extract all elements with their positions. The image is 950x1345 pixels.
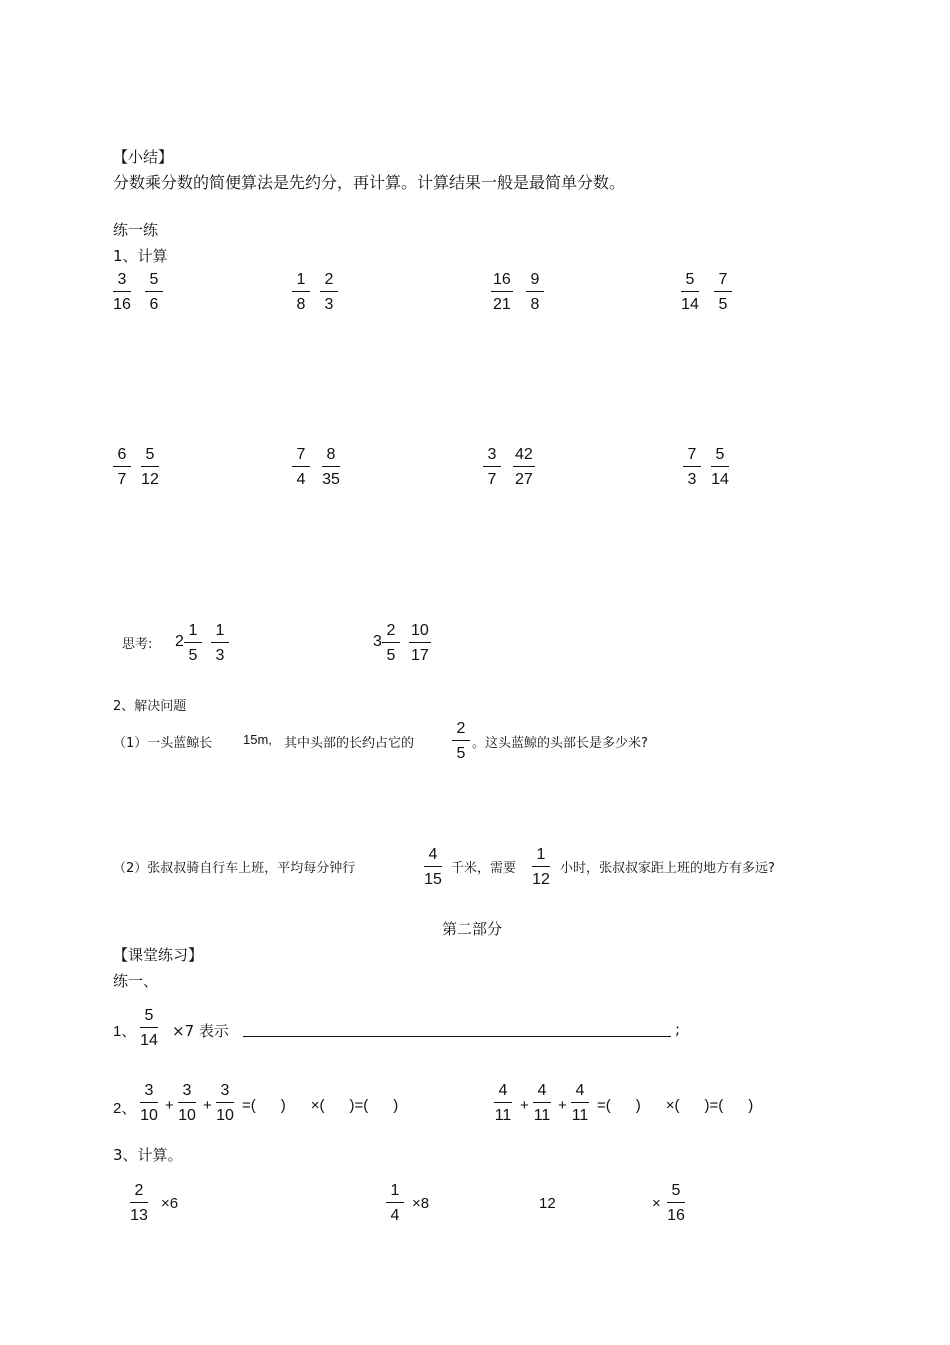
problem-2-prefix: （2）张叔叔骑自行车上班，平均每分钟行: [113, 861, 356, 876]
p2-q3-label: 3、计算。: [113, 1146, 183, 1164]
p2-q1-label: 1、: [113, 1023, 137, 1040]
fraction: $\frac{4}{11}$: [571, 1082, 589, 1124]
plus-sign: +: [165, 1097, 174, 1114]
fraction: $\frac{5}{12}$: [141, 446, 159, 488]
fraction: $\frac{10}{17}$: [411, 622, 429, 664]
summary-heading: 【小结】: [113, 148, 174, 166]
fraction: $\frac{3}{7}$: [483, 447, 501, 488]
problem-2-mid: 千米，需要: [451, 861, 517, 876]
question-1-title: 1、计算: [113, 247, 168, 265]
fraction: $\frac{4}{11}$: [533, 1082, 551, 1124]
fraction: $\frac{1}{3}$: [211, 623, 229, 664]
fraction: $\frac{3}{10}$: [178, 1082, 196, 1124]
fraction: $\frac{5}{14}$: [140, 1007, 158, 1049]
fraction: $\frac{2}{5}$: [382, 623, 400, 664]
fraction: $\frac{2}{5}$: [452, 721, 470, 762]
p2-q2-left-tail: =( ) ×( )=( ): [242, 1097, 399, 1114]
fraction: $\frac{5}{14}$: [711, 446, 729, 488]
mixed-whole: 3: [373, 633, 382, 650]
problem-1-length: 15m,: [243, 732, 272, 747]
fraction: $\frac{7}{5}$: [714, 272, 732, 313]
p2-q3-times: ×: [652, 1195, 661, 1212]
fraction: $\frac{4}{15}$: [424, 846, 442, 888]
p2-q3-rest: ×8: [412, 1195, 430, 1212]
practice-heading: 练一练: [113, 221, 159, 239]
plus-sign: +: [203, 1097, 212, 1114]
fraction: $\frac{1}{5}$: [184, 623, 202, 664]
fraction: $\frac{3}{10}$: [216, 1082, 234, 1124]
p2-q1-end: ;: [675, 1020, 681, 1038]
fraction: $\frac{5}{6}$: [145, 272, 163, 313]
problem-1-prefix: （1）一头蓝鲸长: [113, 736, 213, 751]
plus-sign: +: [558, 1097, 567, 1114]
fraction: $\frac{1}{8}$: [292, 272, 310, 313]
fraction: $\frac{6}{7}$: [113, 447, 131, 488]
fraction: $\frac{2}{13}$: [130, 1182, 148, 1224]
p2-q2-label: 2、: [113, 1100, 137, 1117]
class-practice-heading: 【课堂练习】: [113, 946, 204, 964]
fraction: $\frac{1}{12}$: [532, 846, 550, 888]
part-2-title: 第二部分: [442, 920, 503, 938]
fraction: $\frac{16}{21}$: [493, 271, 511, 313]
fraction: $\frac{9}{8}$: [526, 272, 544, 313]
practice-one-label: 练一、: [113, 972, 159, 990]
fraction: $\frac{4}{11}$: [494, 1082, 512, 1124]
p2-q1-rest: ×7 表示: [172, 1022, 229, 1040]
fraction: $\frac{7}{4}$: [292, 447, 310, 488]
think-label: 思考:: [122, 637, 153, 652]
fraction: $\frac{2}{3}$: [320, 272, 338, 313]
plus-sign: +: [520, 1097, 529, 1114]
fraction: $\frac{42}{27}$: [515, 446, 533, 488]
fraction: $\frac{8}{35}$: [322, 446, 340, 488]
question-2-title: 2、解决问题: [113, 699, 187, 714]
problem-2-suffix: 小时，张叔叔家距上班的地方有多远?: [560, 861, 775, 876]
fraction: $\frac{5}{14}$: [681, 271, 699, 313]
fraction: $\frac{3}{16}$: [113, 271, 131, 313]
problem-1-middle: 其中头部的长约占它的: [284, 736, 415, 751]
mixed-whole: 2: [175, 633, 184, 650]
problem-1-suffix: 。这头蓝鲸的头部长是多少米?: [472, 736, 648, 751]
p2-q3-rest: ×6: [161, 1195, 179, 1212]
fraction: $\frac{5}{16}$: [667, 1182, 685, 1224]
p2-q2-right-tail: =( ) ×( )=( ): [597, 1097, 754, 1114]
fraction: $\frac{1}{4}$: [386, 1183, 404, 1224]
p2-q3-whole: 12: [539, 1195, 556, 1212]
summary-text: 分数乘分数的简便算法是先约分，再计算。计算结果一般是最简单分数。: [113, 173, 626, 192]
fraction: $\frac{3}{10}$: [140, 1082, 158, 1124]
answer-line[interactable]: [243, 1036, 671, 1037]
fraction: $\frac{7}{3}$: [683, 447, 701, 488]
